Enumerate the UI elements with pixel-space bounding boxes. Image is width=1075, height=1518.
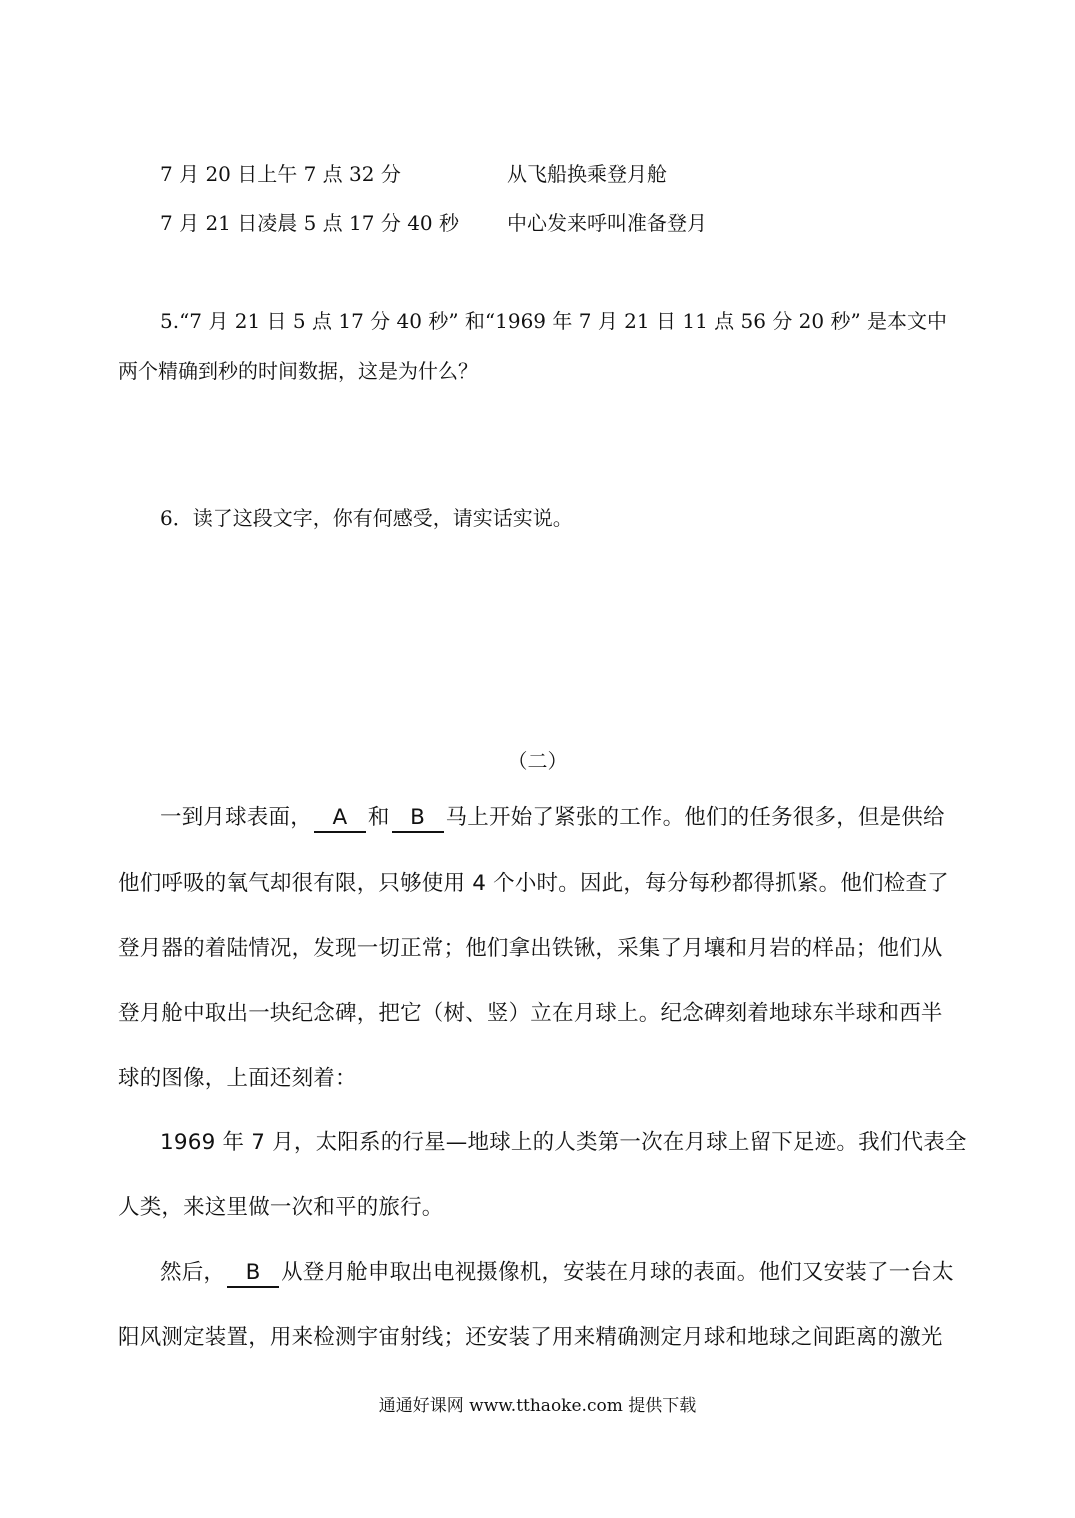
passage-text: 和	[367, 805, 390, 830]
page-footer: 通通好课网 www.tthaoke.com 提供下载	[378, 1396, 697, 1416]
timeline-time-2: 7 月 21 日凌晨 5 点 17 分 40 秒	[160, 211, 460, 235]
passage-text: 一到月球表面，	[160, 805, 312, 830]
section-title: （二）	[507, 749, 568, 773]
passage-p1-line-4: 登月舱中取出一块纪念碑，把它（树、竖）立在月球上。纪念碑刻着地球东半球和西半	[118, 1001, 943, 1026]
timeline-event-2: 中心发来呼叫准备登月	[507, 211, 707, 235]
passage-p2-line-1: 1969 年 7 月，太阳系的行星—地球上的人类第一次在月球上留下足迹。我们代表全	[160, 1130, 967, 1155]
passage-text: 马上开始了紧张的工作。他们的任务很多，但是供给	[445, 805, 945, 830]
timeline-time-1: 7 月 20 日上午 7 点 32 分	[160, 162, 401, 186]
passage-p2-line-2: 人类，来这里做一次和平的旅行。	[118, 1195, 444, 1220]
blank-b-2: B	[227, 1262, 279, 1288]
question-5-line-1: 5.“7 月 21 日 5 点 17 分 40 秒” 和“1969 年 7 月 21 日 11 点 56 分 20 秒” 是本文中	[160, 309, 948, 333]
passage-p1-line-1	[160, 800, 945, 833]
passage-text: 然后，	[160, 1260, 226, 1285]
timeline-event-1: 从飞船换乘登月舱	[507, 162, 667, 186]
passage-p3-line-2: 阳风测定装置，用来检测宇宙射线；还安装了用来精确测定月球和地球之间距离的激光	[118, 1325, 943, 1350]
blank-a: A	[314, 807, 366, 833]
passage-p1-line-2: 他们呼吸的氧气却很有限，只够使用 4 个小时。因此，每分每秒都得抓紧。他们检查了	[118, 871, 949, 896]
blank-b: B	[392, 807, 444, 833]
question-5-line-2: 两个精确到秒的时间数据，这是为什么？	[118, 359, 478, 383]
passage-p1-line-5: 球的图像，上面还刻着：	[118, 1066, 357, 1091]
passage-text: 从登月舱申取出电视摄像机，安装在月球的表面。他们又安装了一台太	[281, 1260, 954, 1285]
passage-p1-line-3: 登月器的着陆情况，发现一切正常；他们拿出铁锹，采集了月壤和月岩的样品；他们从	[118, 936, 943, 961]
question-6: 6．读了这段文字，你有何感受，请实话实说。	[160, 506, 573, 530]
passage-p3-line-1	[160, 1255, 954, 1288]
